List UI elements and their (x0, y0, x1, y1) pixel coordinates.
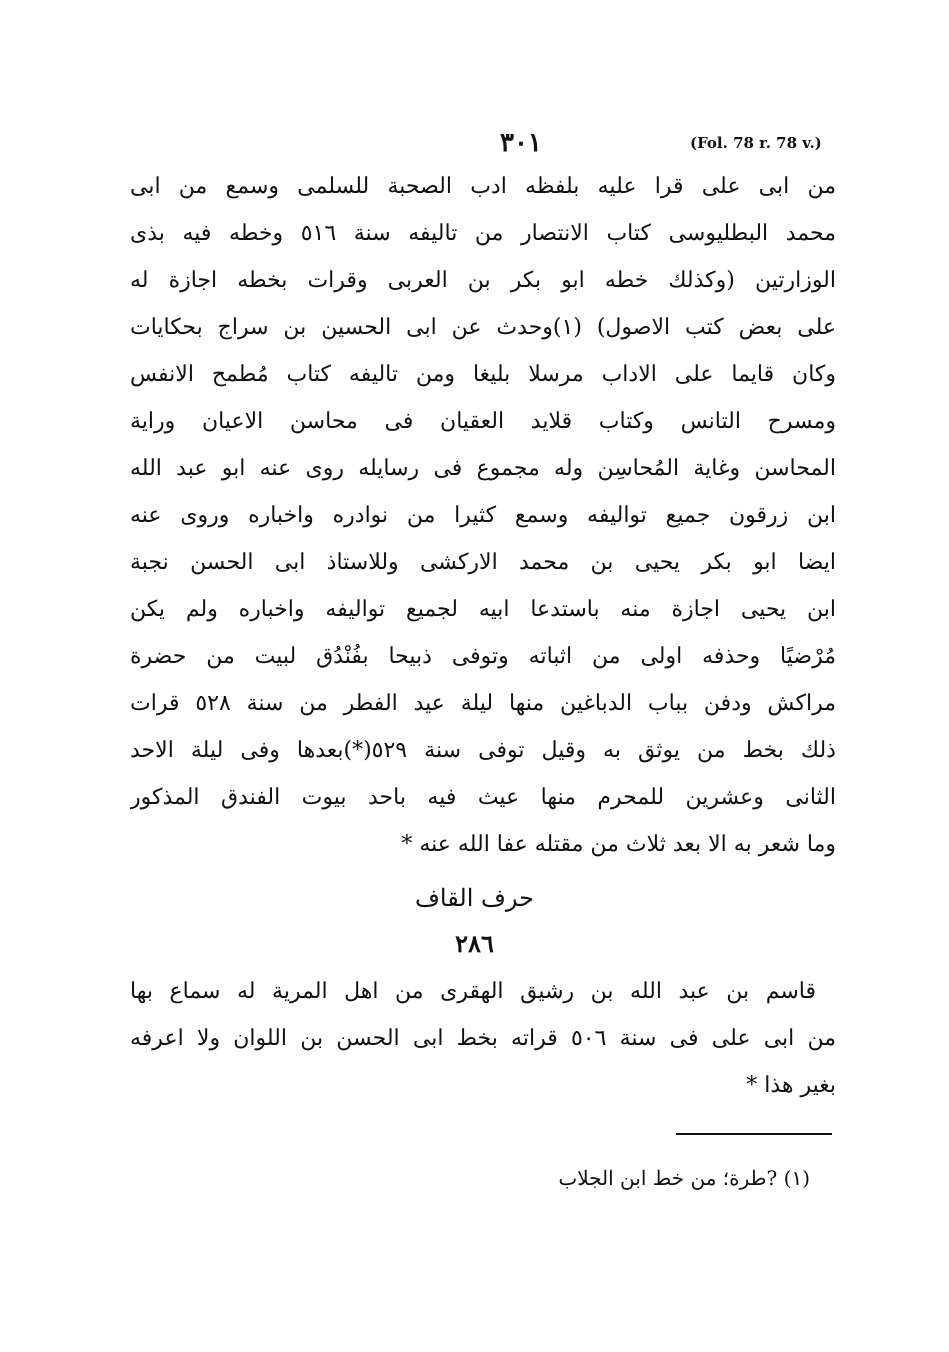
text-line: الثانى وعشرين للمحرم منها عيث فيه باحد بيوت الفندق المذكور (130, 785, 836, 810)
text-line: وكان قايما على الاداب مرسلا بليغا ومن تاليفه كتاب مُطمح الانفس (130, 362, 836, 387)
text-line: وما شعر به الا بعد ثلاث من مقتله عفا الله عنه * (401, 832, 836, 857)
page-number: ٣٠١ (500, 128, 542, 158)
text-line: محمد البطليوسى كتاب الانتصار من تاليفه سنة ٥١٦ وخطه فيه بذى (130, 221, 836, 246)
text-line: مُرْضيًا وحذفه اولى من اثباته وتوفى ذبيحا بفُنْدُق لبيت من حضرة (130, 644, 836, 669)
text-line: مراكش ودفن بباب الدباغين منها ليلة عيد الفطر من سنة ٥٢٨ قرات (130, 691, 836, 716)
text-line: ذلك بخط من يوثق به وقيل توفى سنة ٥٢٩(*)بعدها وفى ليلة الاحد (130, 738, 836, 763)
text-line: من ابى على قرا عليه بلفظه ادب الصحبة للسلمى وسمع من ابى (130, 174, 836, 199)
entry-line: بغير هذا * (746, 1073, 836, 1098)
entry-line: من ابى على فى سنة ٥٠٦ قراته بخط ابى الحسن بن اللوان ولا اعرفه (130, 1026, 836, 1051)
text-line: المحاسن وغاية المُحاسِن وله مجموع فى رسايله روى عنه ابو عبد الله (130, 456, 836, 481)
main-text-block (130, 163, 836, 868)
entry-text-block (130, 968, 836, 1109)
entry-number: ٢٨٦ (455, 929, 494, 958)
text-line: ومسرح التانس وكتاب قلايد العقيان فى محاسن الاعيان وراية (130, 409, 836, 434)
footnote: (١) ?طرة؛ من خط ابن الجلاب (558, 1166, 810, 1190)
text-line: على بعض كتب الاصول) (١)وحدث عن ابى الحسين بن سراج بحكايات (130, 315, 836, 340)
footnote-divider (676, 1133, 832, 1135)
text-line: ابن يحيى اجازة منه باستدعا ابيه لجميع تواليفه واخباره ولم يكن (130, 597, 836, 622)
folio-reference: (Fol. 78 r. 78 v.) (690, 134, 822, 152)
text-line: الوزارتين (وكذلك خطه ابو بكر بن العربى وقرات بخطه اجازة له (130, 268, 836, 293)
section-heading: حرف القاف (415, 884, 534, 912)
text-line: ابن زرقون جميع تواليفه وسمع كثيرا من نوادره واخباره وروى عنه (130, 503, 836, 528)
text-line: ايضا ابو بكر يحيى بن محمد الاركشى وللاستاذ ابى الحسن نجبة (130, 550, 836, 575)
entry-line: قاسم بن عبد الله بن رشيق الهقرى من اهل المرية له سماع بها (130, 979, 816, 1004)
page-header (0, 128, 949, 162)
